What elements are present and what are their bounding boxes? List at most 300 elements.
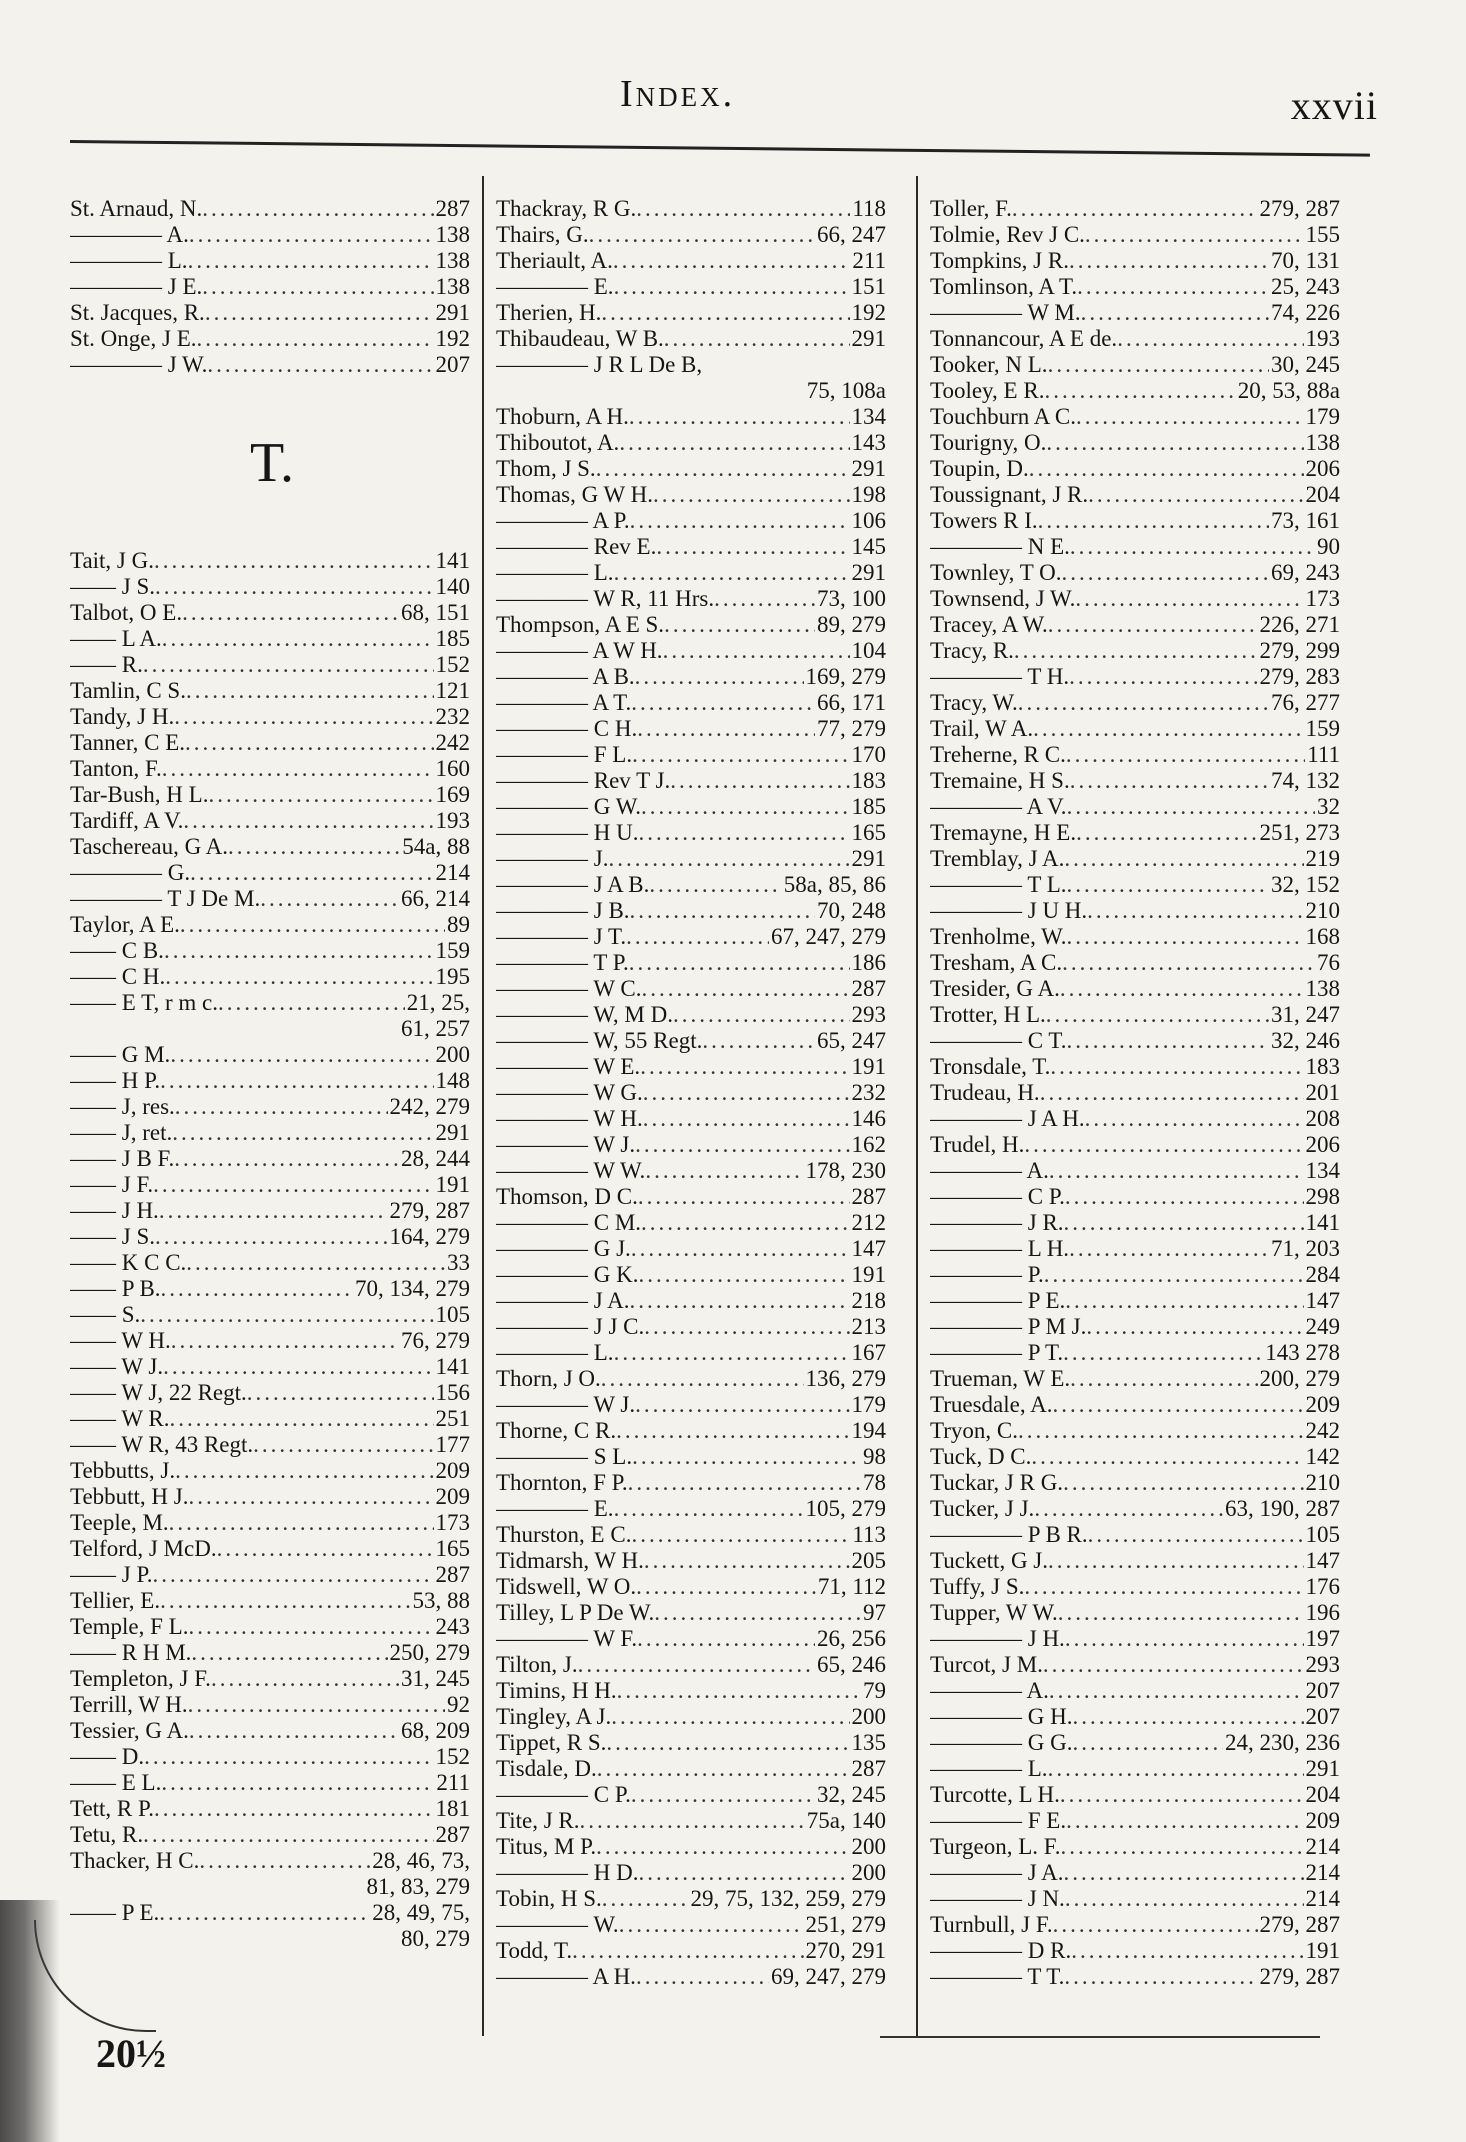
entry-name: ———— C T. [930,1028,1067,1053]
footer-rule [880,2036,1320,2038]
entry-name: Tresham, A C. [930,950,1063,975]
entry-name: Taschereau, G A. [70,834,229,859]
entry-name: ———— W W. [496,1158,646,1183]
index-entry [70,1380,470,1406]
dot-leader [140,1302,433,1328]
index-entry [496,1158,886,1184]
index-entry [496,976,886,1002]
entry-pages: 69, 243 [1271,560,1340,585]
entry-name: Tracy, W. [930,690,1018,715]
index-entry [930,690,1340,716]
dot-leader [644,1548,850,1574]
entry-name: —— R H M. [70,1640,192,1665]
dot-leader [636,1964,769,1990]
entry-name: Tuffy, J S. [930,1574,1025,1599]
entry-name: Taylor, A E. [70,912,180,937]
entry-name: Tompkins, J R. [930,248,1069,273]
index-entry [930,1054,1340,1080]
dot-leader [629,404,850,430]
dot-leader [161,1276,353,1302]
entry-name: Teeple, M. [70,1510,169,1535]
entry-pages: 32, 245 [817,1782,886,1807]
entry-pages: 209 [435,1458,470,1483]
index-entry [930,820,1340,846]
entry-pages: 291 [435,300,470,325]
entry-pages: 195 [435,964,470,989]
entry-name: ———— J R. [930,1210,1064,1235]
dot-leader [191,1640,387,1666]
dot-leader [182,600,399,626]
entry-pages: 31, 245 [401,1666,470,1691]
entry-name: Titus, M P. [496,1834,597,1859]
index-entry [930,1080,1340,1106]
entry-pages: 211 [436,1770,470,1795]
entry-pages: 147 [851,1236,886,1261]
entry-pages: 28, 46, 73, [372,1848,470,1873]
entry-name: ———— G W. [496,794,642,819]
dot-leader [218,990,405,1016]
dot-leader [1067,794,1315,820]
dot-leader [1063,1470,1303,1496]
entry-pages: 291 [435,1120,470,1145]
entry-pages: 165 [435,1536,470,1561]
entry-pages: 20, 53, 88a [1237,378,1340,403]
entry-name: Tilton, J. [496,1652,578,1677]
index-entry [496,1392,886,1418]
entry-pages: 218 [851,1288,886,1313]
dot-leader [189,1484,434,1510]
entry-name: ———— C P. [496,1782,631,1807]
entry-name: ———— A P. [496,508,630,533]
entry-name: Tremblay, J A. [930,846,1065,871]
index-entry [496,1860,886,1886]
index-entry [70,1068,470,1094]
dot-leader [1077,274,1269,300]
index-entry [930,1132,1340,1158]
dot-leader [640,1054,849,1080]
dot-leader [174,704,433,730]
entry-pages: 179 [851,1392,886,1417]
entry-name: Terrill, W H. [70,1692,188,1717]
entry-pages: 92 [447,1692,470,1717]
index-entry [70,274,470,300]
dot-leader [163,1354,433,1380]
entry-name: ———— A. [930,1158,1049,1183]
entry-name: ———— A B. [496,664,635,689]
index-entry [496,1886,886,1912]
entry-pages: 105, 279 [805,1496,886,1521]
entry-name: Tite, J R. [496,1808,580,1833]
dot-leader [169,1510,434,1536]
entry-pages: 75, 108a [806,378,886,403]
page-number: xxvii [1290,83,1378,128]
index-entry [930,1444,1340,1470]
dot-leader [1024,1574,1303,1600]
entry-name: —— G M. [70,1042,171,1067]
index-entry [930,1236,1340,1262]
entry-name: —— K C C. [70,1250,187,1275]
entry-pages: 169, 279 [805,664,886,689]
index-entry [70,1874,470,1900]
index-entry [496,300,886,326]
dot-leader [637,1626,815,1652]
entry-name: Templeton, J F. [70,1666,211,1691]
entry-pages: 68, 209 [401,1718,470,1743]
index-entry [496,1626,886,1652]
entry-name: —— D. [70,1744,145,1769]
index-entry [496,1496,886,1522]
entry-name: ———— L. [496,1340,614,1365]
dot-leader [1067,1028,1269,1054]
entry-name: ———— T P. [496,950,629,975]
entry-name: —— R. [70,652,143,677]
index-entry [70,1276,470,1302]
index-entry [70,1640,470,1666]
dot-leader [188,1692,445,1718]
index-entry [930,768,1340,794]
index-entry [930,1964,1340,1990]
entry-pages: 146 [851,1106,886,1131]
entry-pages: 138 [1305,976,1340,1001]
dot-leader [169,1406,433,1432]
index-entry [930,1106,1340,1132]
index-entry [496,456,886,482]
entry-name: ———— Rev T J. [496,768,671,793]
entry-name: —— W R, 43 Regt. [70,1432,254,1457]
index-entry [70,964,470,990]
index-entry [930,1912,1340,1938]
index-entry [930,378,1340,404]
index-entry [930,274,1340,300]
entry-pages: 151 [851,274,886,299]
dot-leader [626,924,769,950]
entry-pages: 249 [1305,1314,1340,1339]
index-entry [930,430,1340,456]
dot-leader [1067,924,1304,950]
dot-leader [1070,1366,1257,1392]
entry-name: Tanton, F. [70,756,162,781]
entry-name: ———— W C. [496,976,642,1001]
entry-pages: 209 [1305,1808,1340,1833]
index-entry [496,1808,886,1834]
entry-name: Townley, T O. [930,560,1062,585]
index-entry [70,1016,470,1042]
entry-pages: 134 [851,404,886,429]
index-entry [496,768,886,794]
index-entry [930,898,1340,924]
index-entry [496,1262,886,1288]
dot-leader [208,782,433,808]
index-entry [70,756,470,782]
entry-pages: 181 [435,1796,470,1821]
index-entry [496,612,886,638]
dot-leader [1048,1548,1304,1574]
entry-name: Tracey, A W. [930,612,1048,637]
entry-pages: 284 [1305,1262,1340,1287]
entry-pages: 26, 256 [817,1626,886,1651]
entry-pages: 200, 279 [1259,1366,1340,1391]
entry-name: —— C B. [70,938,164,963]
index-entry [930,1652,1340,1678]
entry-name: St. Arnaud, N. [70,196,203,221]
dot-leader [1033,716,1303,742]
entry-name: ———— C P. [930,1184,1065,1209]
entry-name: Thurston, E C. [496,1522,632,1547]
index-entry [70,574,470,600]
dot-leader [1066,1808,1303,1834]
entry-name: Tomlinson, A T. [930,274,1078,299]
index-entry [70,1120,470,1146]
entry-pages: 191 [851,1054,886,1079]
dot-leader [175,1094,388,1120]
entry-pages: 191 [1305,1938,1340,1963]
entry-name: Tremayne, H E. [930,820,1077,845]
entry-pages: 81, 83, 279 [366,1874,470,1899]
entry-name: Thacker, H C. [70,1848,200,1873]
entry-pages: 210 [1305,1470,1340,1495]
entry-pages: 192 [851,300,886,325]
entry-name: Thibaudeau, W B. [496,326,664,351]
dot-leader [1076,820,1257,846]
entry-pages: 28, 49, 75, [372,1900,470,1925]
entry-pages: 89, 279 [817,612,886,637]
dot-leader [1071,1938,1303,1964]
index-entry [496,664,886,690]
dot-leader [631,690,815,716]
entry-pages: 291 [851,456,886,481]
entry-pages: 134 [1305,1158,1340,1183]
entry-name: —— P B. [70,1276,161,1301]
index-entry [70,652,470,678]
dot-leader [1018,1418,1304,1444]
index-entry [930,404,1340,430]
index-entry [496,846,886,872]
entry-pages: 75a, 140 [806,1808,886,1833]
entry-name: Tett, R P. [70,1796,155,1821]
dot-leader [664,326,850,352]
entry-name: —— S. [70,1302,141,1327]
entry-pages: 209 [1305,1392,1340,1417]
entry-pages: 24, 230, 236 [1225,1730,1340,1755]
index-entry [70,222,470,248]
index-entry [70,1510,470,1536]
entry-pages: 145 [851,534,886,559]
entry-pages: 121 [435,678,470,703]
index-entry [496,326,886,352]
entry-name: Tingley, A J. [496,1704,612,1729]
dot-leader [159,1900,370,1926]
entry-name: —— J, res. [70,1094,175,1119]
dot-leader [1038,508,1269,534]
dot-leader [1018,690,1269,716]
index-entry [496,534,886,560]
entry-pages: 194 [851,1418,886,1443]
index-entry [930,1886,1340,1912]
entry-pages: 198 [851,482,886,507]
entry-pages: 213 [851,1314,886,1339]
dot-leader [162,756,434,782]
index-entry [930,664,1340,690]
index-entry [70,196,470,222]
index-entry [930,1548,1340,1574]
dot-leader [1117,326,1303,352]
dot-leader [1064,1210,1304,1236]
dot-leader [1064,1964,1257,1990]
index-entry [930,222,1340,248]
entry-name: Thorne, C R. [496,1418,617,1443]
index-entry [496,274,886,300]
index-entry [496,872,886,898]
entry-name: Tonnancour, A E de. [930,326,1118,351]
dot-leader [1044,1262,1304,1288]
entry-name: ———— W M. [930,300,1081,325]
entry-pages: 65, 247 [817,1028,886,1053]
dot-leader [1065,1626,1304,1652]
index-entry [496,638,886,664]
entry-pages: 105 [1305,1522,1340,1547]
entry-pages: 226, 271 [1259,612,1340,637]
index-entry [70,326,470,352]
entry-name: ———— J R L De B, [496,352,703,377]
index-entry [930,1756,1340,1782]
dot-leader [645,1158,803,1184]
dot-leader [143,652,434,678]
index-entry [70,1744,470,1770]
entry-name: Towers R I. [930,508,1038,533]
index-entry [496,508,886,534]
dot-leader [619,1912,804,1938]
entry-pages: 33 [447,1250,470,1275]
entry-pages: 291 [851,560,886,585]
entry-name: Temple, F L. [70,1614,189,1639]
dot-leader [205,300,434,326]
entry-name: ———— J E. [70,274,203,299]
entry-pages: 193 [435,808,470,833]
dot-leader [228,834,400,860]
entry-pages: 143 [851,430,886,455]
dot-leader [189,1718,399,1744]
index-entry [930,1366,1340,1392]
dot-leader [636,1574,816,1600]
index-entry [930,1678,1340,1704]
index-entry [496,1912,886,1938]
entry-pages: 155 [1305,222,1340,247]
index-entry [930,638,1340,664]
entry-name: Tobin, H S. [496,1886,602,1911]
dot-leader [1086,1314,1303,1340]
entry-pages: 176 [1305,1574,1340,1599]
index-entry [70,600,470,626]
dot-leader [1046,430,1303,456]
dot-leader [641,1210,849,1236]
index-entry [930,482,1340,508]
entry-pages: 80, 279 [401,1926,470,1951]
dot-leader [630,1288,850,1314]
entry-name: Trueman, W E. [930,1366,1071,1391]
dot-leader [628,1470,861,1496]
entry-name: ———— E. [496,1496,614,1521]
index-entry [70,1562,470,1588]
entry-pages: 98 [863,1444,886,1469]
dot-leader [614,560,850,586]
entry-name: —— J S. [70,574,155,599]
index-entry [930,456,1340,482]
index-entry [930,716,1340,742]
dot-leader [154,548,434,574]
entry-pages: 70, 131 [1271,248,1340,273]
dot-leader [638,820,849,846]
entry-name: ———— T H. [930,664,1070,689]
dot-leader [613,248,850,274]
index-entry [930,1522,1340,1548]
index-column-1 [70,196,470,1952]
entry-name: —— J S. [70,1224,155,1249]
entry-pages: 207 [435,352,470,377]
dot-leader [654,1600,861,1626]
entry-pages: 140 [435,574,470,599]
entry-pages: 196 [1305,1600,1340,1625]
entry-name: ———— J A H. [930,1106,1085,1131]
entry-name: ———— G J. [496,1236,631,1261]
index-entry [70,1796,470,1822]
dot-leader [160,1068,433,1094]
entry-name: ———— C M. [496,1210,642,1235]
signature-mark: 20½ [96,2031,166,2076]
entry-name: Tracy, R. [930,638,1014,663]
index-entry [70,704,470,730]
entry-name: Thom, J S. [496,456,596,481]
entry-pages: 63, 190, 287 [1225,1496,1340,1521]
dot-leader [1014,638,1258,664]
entry-pages: 287 [851,1184,886,1209]
entry-name: Tebbutts, J. [70,1458,176,1483]
entry-name: Tuckett, G J. [930,1548,1048,1573]
entry-pages: 208 [1305,1106,1340,1131]
entry-name: Tidswell, W O. [496,1574,637,1599]
entry-name: —— E L. [70,1770,162,1795]
index-entry [930,1418,1340,1444]
dot-leader [1075,586,1303,612]
entry-name: ———— H D. [496,1860,639,1885]
index-entry [70,1094,470,1120]
entry-pages: 76, 279 [401,1328,470,1353]
dot-leader [1012,196,1258,222]
entry-name: Trenholme, W. [930,924,1067,949]
dot-leader [1029,456,1304,482]
index-entry [70,1848,470,1874]
dot-leader [1069,664,1257,690]
dot-leader [170,1042,433,1068]
entry-name: —— L A. [70,626,162,651]
entry-name: ———— J N. [930,1886,1065,1911]
dot-leader [580,1808,805,1834]
index-entry [496,1288,886,1314]
index-entry [930,1704,1340,1730]
dot-leader [597,1756,850,1782]
index-entry [930,924,1340,950]
entry-name: Turnbull, J F. [930,1912,1053,1937]
entry-pages: 183 [851,768,886,793]
entry-name: Thackray, R G. [496,196,637,221]
dot-leader [616,1418,849,1444]
dot-leader [202,274,433,300]
entry-pages: 143 278 [1265,1340,1340,1365]
dot-leader [614,1496,804,1522]
index-entry [930,352,1340,378]
entry-pages: 186 [851,950,886,975]
index-entry [70,1432,470,1458]
entry-name: ———— L. [70,248,188,273]
